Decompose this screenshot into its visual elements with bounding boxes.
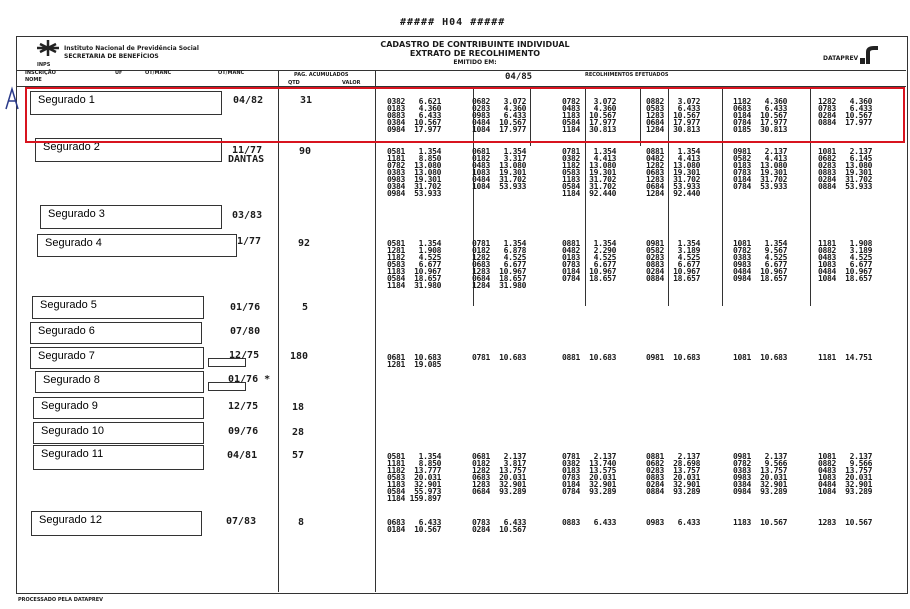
dataprev-text: DATAPREV (823, 55, 859, 62)
row-block-1-1: 0382 6.621 0183 4.360 0883 6.433 0384 10.567 0984 17.977 (387, 97, 442, 134)
title-cadastro: CADASTRO DE CONTRIBUINTE INDIVIDUAL (380, 40, 570, 49)
inps-logo-icon (34, 38, 62, 58)
segurado-label-10: Segurado 10 (33, 422, 204, 444)
row-block-1-6: 1282 4.360 0783 6.433 0284 10.567 0884 17.977 (818, 97, 873, 127)
row-date-1: 04/82 (233, 95, 264, 106)
row-date-2: 11/77 (232, 145, 263, 156)
row-block-2-1: 0581 1.354 1181 8.850 0782 13.080 0383 13.080 0983 19.301 0384 31.702 0984 53.933 (387, 147, 442, 198)
inps-text: INPS (37, 62, 51, 68)
row-block-12-6: 1283 10.567 (818, 518, 873, 527)
institute-name: Instituto Nacional de Previdência Social (64, 45, 199, 52)
row-block-1-4: 0882 3.072 0583 6.433 1283 10.567 0684 17.977 1284 30.813 (646, 97, 701, 134)
col-qtd: QTD (288, 80, 300, 86)
row-qty-11: 57 (292, 450, 305, 461)
row-block-1-3: 0782 3.072 0483 4.360 1183 10.567 0584 17.977 1184 30.813 (562, 97, 617, 134)
row-date-6: 07/80 (230, 326, 261, 337)
row-block-4-3: 0881 1.354 0482 2.290 0183 4.525 0783 6.677 0184 10.967 0784 18.657 (562, 239, 617, 283)
row-block-4-5: 1081 1.354 0782 9.567 0383 4.525 0983 6.677 0484 10.967 0984 18.657 (733, 239, 788, 283)
segurado-label-3: Segurado 3 (40, 205, 222, 229)
row-qty-10: 28 (292, 427, 305, 438)
top-code: ##### H04 ##### (400, 17, 506, 28)
row-block-11-5: 0981 2.137 0782 9.566 0383 13.757 0983 20.031 0384 32.901 0984 93.289 (733, 452, 788, 496)
row-block-11-1: 0581 1.354 1181 8.850 1182 13.777 0583 20.031 1183 32.901 0584 55.973 1184 159.897 (387, 452, 442, 503)
row-date-3: 03/83 (232, 210, 263, 221)
row-block-7-3: 0881 10.683 (562, 353, 617, 362)
segurado-label-11: Segurado 11 (33, 445, 204, 470)
row-block-2-4: 0881 1.354 0482 4.413 1282 13.080 0683 19.301 1283 31.702 0684 53.933 1284 92.440 (646, 147, 701, 198)
dataprev-logo-icon (858, 46, 882, 66)
footer-processado: PROCESSADO PELA DATAPREV (18, 597, 104, 603)
col-pag: PAG. ACUMULADOS (294, 72, 349, 78)
row-block-4-6: 1181 1.908 0882 3.189 0483 4.525 1083 6.677 0484 10.967 1084 18.657 (818, 239, 873, 283)
row-date-5: 01/76 (230, 302, 261, 313)
row-date-2b: DANTAS (228, 154, 265, 165)
segurado-label-2: Segurado 2 (35, 138, 222, 162)
row-block-4-2: 0781 1.354 0182 6.878 1282 4.525 0683 6.677 1283 10.967 0684 18.657 1284 31.980 (472, 239, 527, 290)
col-recolhimentos: RECOLHIMENTOS EFETUADOS (585, 72, 669, 78)
segurado-label-9: Segurado 9 (33, 397, 204, 419)
pen-mark-icon (2, 85, 22, 115)
row-block-12-1: 0683 6.433 0184 10.567 (387, 518, 442, 534)
col-uf: UF (115, 70, 123, 76)
row-block-7-2: 0781 10.683 (472, 353, 527, 362)
col-rule (375, 70, 376, 592)
row-block-7-6: 1181 14.751 (818, 353, 873, 362)
segurado-label-7: Segurado 7 (30, 347, 204, 369)
highlight-box (25, 87, 905, 143)
segurado-label-12: Segurado 12 (31, 511, 202, 536)
title-emitido: EMITIDO EM: (453, 59, 497, 66)
institute-secretaria: SECRETARIA DE BENEFÍCIOS (64, 53, 159, 60)
row-block-12-3: 0883 6.433 (562, 518, 617, 527)
row-block-2-3: 0781 1.354 0382 4.413 1182 13.080 0583 19.301 1183 31.702 0584 31.702 1184 92.440 (562, 147, 617, 198)
row-qty-7: 180 (290, 351, 309, 362)
row-block-4-1: 0581 1.354 1281 1.908 1182 4.525 0583 6.677 1183 10.967 0584 18.657 1184 31.980 (387, 239, 442, 290)
row-block-12-2: 0783 6.433 0284 10.567 (472, 518, 527, 534)
row-date-4: 1/77 (237, 236, 262, 247)
title-extrato: EXTRATO DE RECOLHIMENTO (409, 49, 541, 58)
row-block-2-6: 1081 2.137 0682 6.145 0283 13.080 0883 19.301 0284 31.702 0884 53.933 (818, 147, 873, 191)
row-qty-12: 8 (298, 517, 305, 528)
row-date-12: 07/83 (226, 516, 257, 527)
row-date-9: 12/75 (228, 401, 259, 412)
row-block-7-5: 1081 10.683 (733, 353, 788, 362)
row-block-7-4: 0981 10.683 (646, 353, 701, 362)
col-ot: OT/MANC (145, 70, 172, 76)
row-block-1-2: 0682 3.072 0283 4.360 0983 6.433 0484 10.567 1084 17.977 (472, 97, 527, 134)
row-date-10: 09/76 (228, 426, 259, 437)
segurado-label-5: Segurado 5 (32, 296, 204, 319)
col-nome: NOME (25, 77, 42, 83)
col-valor: VALOR (342, 80, 361, 86)
row-qty-2: 90 (299, 146, 312, 157)
row-block-11-3: 0781 2.137 0382 13.740 0183 13.575 0783 20.031 0184 32.901 0784 93.289 (562, 452, 617, 496)
row-block-2-2: 0681 1.354 0182 3.317 0483 13.080 1083 19.301 0484 31.702 1084 53.933 (472, 147, 527, 191)
segurado-label-1: Segurado 1 (30, 91, 222, 115)
row-date-8: 01/76 * (228, 374, 271, 385)
row-qty-1: 31 (300, 95, 313, 106)
row-date-7: 12/75 (229, 350, 260, 361)
row-block-11-6: 1081 2.137 0882 9.566 0483 13.757 1083 20.031 0484 32.901 1084 93.289 (818, 452, 873, 496)
row-block-2-5: 0981 2.137 0582 4.413 0183 13.080 0783 19.301 0184 31.702 0784 53.933 (733, 147, 788, 191)
row-block-12-4: 0983 6.433 (646, 518, 701, 527)
col-rule (278, 70, 279, 592)
row-block-4-4: 0981 1.354 0582 3.189 0283 4.525 0883 6.677 0284 10.967 0884 18.657 (646, 239, 701, 283)
col-inscricao: INSCRIÇÃO (25, 70, 56, 76)
row-block-1-5: 1182 4.360 0683 6.433 0184 10.567 0784 17.977 0185 30.813 (733, 97, 788, 134)
row-block-7-1: 0681 10.683 1281 19.085 (387, 353, 442, 369)
row-block-11-2: 0681 2.137 0182 3.817 1282 13.757 0683 20.031 1283 32.901 0684 93.289 (472, 452, 527, 496)
row-block-11-4: 0881 2.137 0682 28.698 0283 13.757 0883 20.031 0284 32.901 0884 93.289 (646, 452, 701, 496)
row-qty-9: 18 (292, 402, 305, 413)
segurado-label-8: Segurado 8 (35, 371, 204, 393)
segurado-label-4: Segurado 4 (37, 234, 237, 257)
row-qty-4: 92 (298, 238, 311, 249)
row-qty-5: 5 (302, 302, 309, 313)
col-period: 04/85 (505, 72, 533, 82)
row-block-12-5: 1183 10.567 (733, 518, 788, 527)
col-ot2: OT/MANC (218, 70, 245, 76)
row-date-11: 04/81 (227, 450, 258, 461)
segurado-label-6: Segurado 6 (30, 322, 202, 344)
